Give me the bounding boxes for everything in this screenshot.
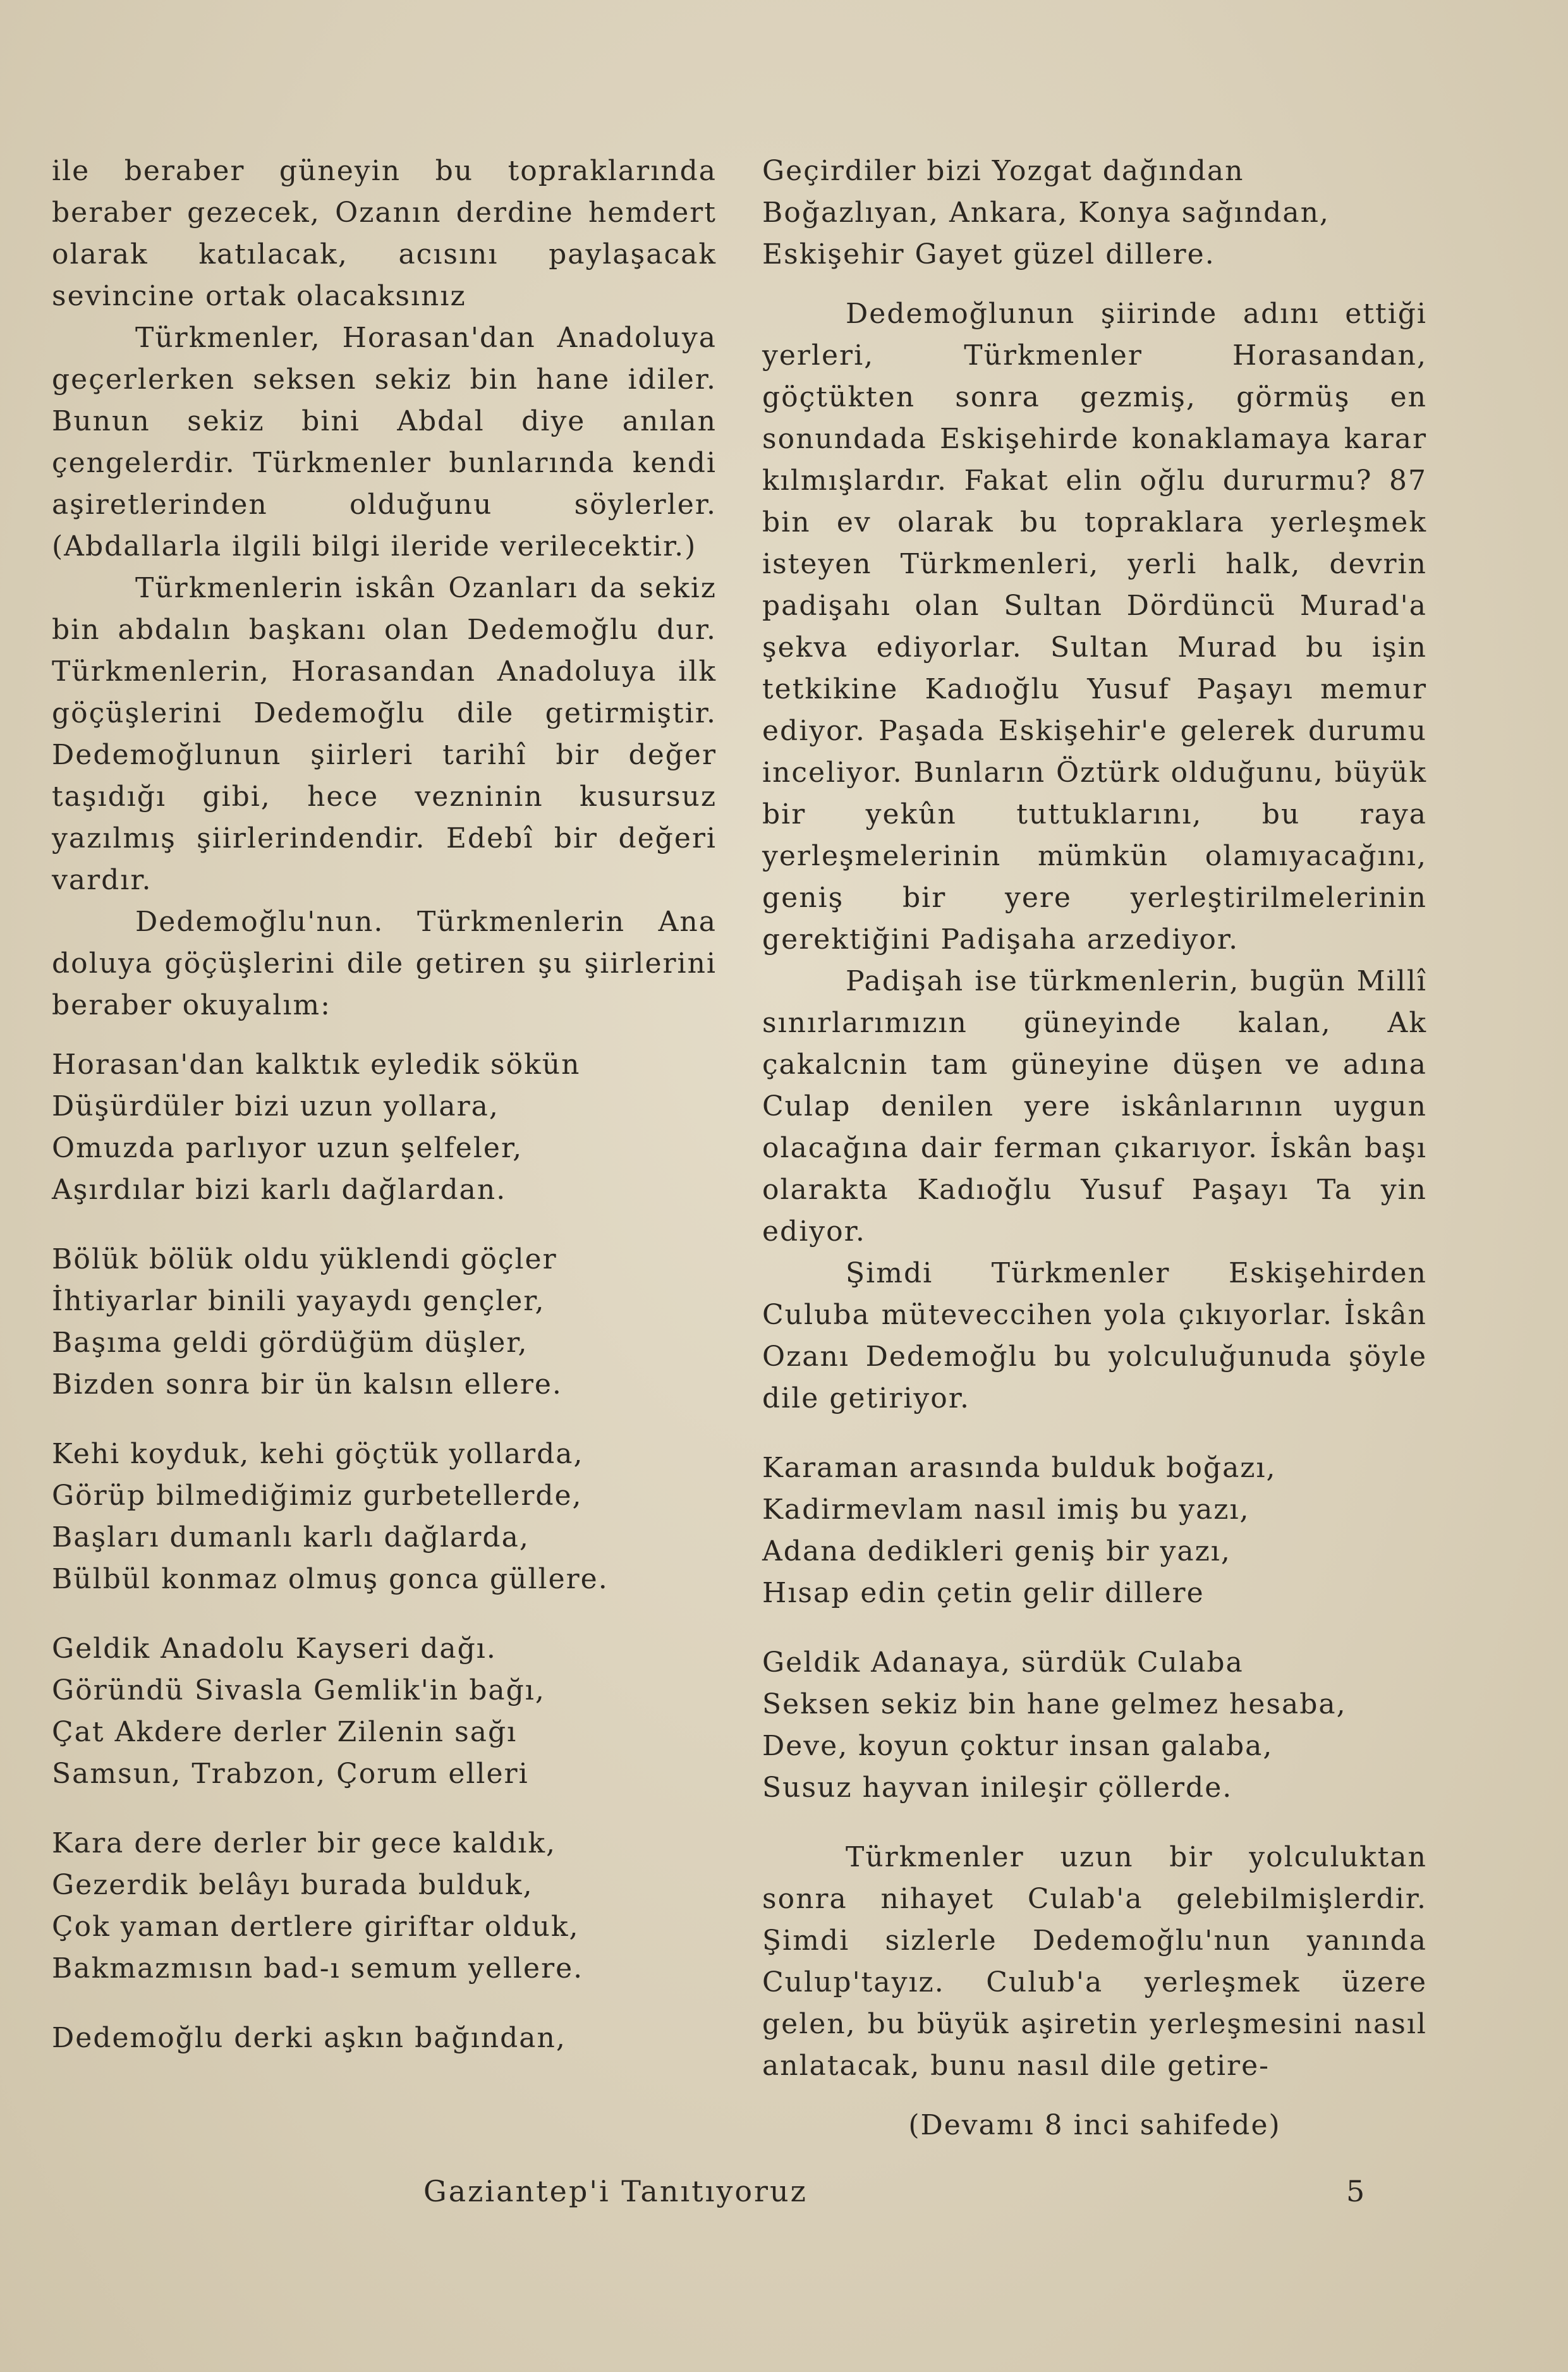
poem-stanza-4 (52, 1628, 717, 1795)
poem-line: İhtiyarlar binili yayaydı gençler, (52, 1285, 545, 1317)
poem-line: Çok yaman dertlere giriftar olduk, (52, 1911, 580, 1943)
left-column (52, 150, 717, 2059)
poem-line: Başları dumanlı karlı dağlarda, (52, 1521, 530, 1554)
poem-line: Kehi koyduk, kehi göçtük yollarda, (52, 1438, 584, 1470)
poem-stanza-6 (52, 2017, 717, 2059)
poem-line: Geldik Adanaya, sürdük Culaba (762, 1646, 1244, 1679)
poem-line: Dedemoğlu derki aşkın bağından, (52, 2022, 566, 2054)
poem-line: Kadirmevlam nasıl imiş bu yazı, (762, 1493, 1250, 1526)
left-paragraph-2: Türkmenler, Horasan'dan Anadoluya geçerlerken seksen sekiz bin hane idiler. Bunun sekiz bini Abdal diye anılan çengelerdir. Türkmenler bunlarında kendi aşiretlerinden olduğunu söylerler. (Abdallarla ilgili bilgi ileride verilecektir.) (52, 322, 717, 563)
continued-note: (Devamı 8 inci sahifede) (908, 2109, 1281, 2141)
poem-line: Hısap edin çetin gelir dillere (762, 1577, 1205, 1609)
poem-stanza-1 (52, 1044, 717, 1211)
poem-line: Karaman arasında bulduk boğazı, (762, 1452, 1277, 1484)
poem-line: Seksen sekiz bin hane gelmez hesaba, (762, 1688, 1347, 1720)
poem-stanza-3 (52, 1433, 717, 1600)
poem-line: Samsun, Trabzon, Çorum elleri (52, 1758, 529, 1790)
poem-line: Bölük bölük oldu yüklendi göçler (52, 1243, 557, 1275)
left-paragraph-4: Dedemoğlu'nun. Türkmenlerin Ana doluya göçüşlerini dile getiren şu şiirlerini beraber okuyalım: (52, 906, 717, 1021)
right-column (762, 150, 1427, 2146)
poem-line: Susuz hayvan inileşir çöllerde. (762, 1772, 1233, 1804)
poem-line: Düşürdüler bizi uzun yollara, (52, 1090, 499, 1122)
left-paragraph-1: ile beraber güneyin bu topraklarında beraber gezecek, Ozanın derdine hemdert olarak katılacak, acısını paylaşacak sevincine ortak olacaksınız (52, 155, 717, 312)
footer-title: Gaziantep'i Tanıtıyoruz (423, 2174, 808, 2208)
poem-line: Horasan'dan kalktık eyledik sökün (52, 1049, 581, 1081)
right-paragraph-3: Şimdi Türkmenler Eskişehirden Culuba müteveccihen yola çıkıyorlar. İskân Ozanı Dedemoğlu bu yolculuğunuda şöyle dile getiriyor. (762, 1257, 1427, 1414)
poem-line: Gezerdik belâyı burada bulduk, (52, 1869, 533, 1901)
poem-line: Çat Akdere derler Zilenin sağı (52, 1716, 518, 1748)
poem-stanza-8 (762, 1447, 1427, 1614)
poem-line: Aşırdılar bizi karlı dağlardan. (52, 1174, 507, 1206)
poem-line: Görüp bilmediğimiz gurbetellerde, (52, 1480, 583, 1512)
poem-line: Kara dere derler bir gece kaldık, (52, 1827, 556, 1859)
poem-line: Adana dedikleri geniş bir yazı, (762, 1535, 1231, 1567)
right-paragraph-1: Dedemoğlunun şiirinde adını ettiği yerleri, Türkmenler Horasandan, göçtükten sonra gezmiş, görmüş en sonundada Eskişehirde konaklamaya karar kılmışlardır. Fakat elin oğlu dururmu? 87 bin ev olarak bu topraklara yerleşmek isteyen Türkmenleri, yerli halk, devrin padişahı olan Sultan Dördüncü Murad'a şekva ediyorlar. Sultan Murad bu işin tetkikine Kadıoğlu Yusuf Paşayı memur ediyor. Paşada Eskişehir'e gelerek durumu inceliyor. Bunların Öztürk olduğunu, büyük bir yekûn tuttuklarını, bu raya yerleşmelerinin mümkün olamıyacağını, geniş bir yere yerleştirilmelerinin gerektiğini Padişaha arzediyor. (762, 298, 1427, 956)
poem-stanza-5 (52, 1823, 717, 1990)
poem-line: Deve, koyun çoktur insan galaba, (762, 1730, 1273, 1762)
poem-line: Bülbül konmaz olmuş gonca güllere. (52, 1563, 609, 1595)
poem-stanza-9 (762, 1642, 1427, 1809)
poem-line: Geçirdiler bizi Yozgat dağından (762, 155, 1244, 187)
poem-stanza-7 (762, 150, 1427, 276)
right-paragraph-4: Türkmenler uzun bir yolculuktan sonra nihayet Culab'a gelebilmişlerdir. Şimdi sizlerle Dedemoğlu'nun yanında Culup'tayız. Culub'a yerleşmek üzere gelen, bu büyük aşiretin yerleşmesini nasıl anlatacak, bunu nasıl dile getire- (762, 1841, 1427, 2082)
page-number: 5 (1346, 2174, 1367, 2208)
poem-line: Başıma geldi gördüğüm düşler, (52, 1327, 528, 1359)
poem-line: Bizden sonra bir ün kalsın ellere. (52, 1368, 562, 1401)
poem-line: Omuzda parlıyor uzun şelfeler, (52, 1132, 523, 1164)
poem-line: Bakmazmısın bad-ı semum yellere. (52, 1952, 584, 1985)
left-paragraph-3: Türkmenlerin iskân Ozanları da sekiz bin abdalın başkanı olan Dedemoğlu dur. Türkmenlerin, Horasandan Anadoluya ilk göçüşlerini Dedemoğlu dile getirmiştir. Dedemoğlunun şiirleri tarihî bir değer taşıdığı gibi, hece vezninin kusursuz yazılmış şiirlerindendir. Edebî bir değeri vardır. (52, 572, 717, 896)
poem-line: Boğazlıyan, Ankara, Konya sağından, (762, 197, 1330, 229)
right-paragraph-2: Padişah ise türkmenlerin, bugün Millî sınırlarımızın güneyinde kalan, Ak çakalcnin tam güneyine düşen ve adına Culap denilen yere iskânlarının uygun olacağına dair ferman çıkarıyor. İskân başı olarakta Kadıoğlu Yusuf Paşayı Ta yin ediyor. (762, 965, 1427, 1248)
poem-line: Geldik Anadolu Kayseri dağı. (52, 1633, 497, 1665)
poem-line: Eskişehir Gayet güzel dillere. (762, 238, 1215, 271)
poem-line: Göründü Sivasla Gemlik'in bağı, (52, 1674, 545, 1706)
poem-stanza-2 (52, 1239, 717, 1406)
